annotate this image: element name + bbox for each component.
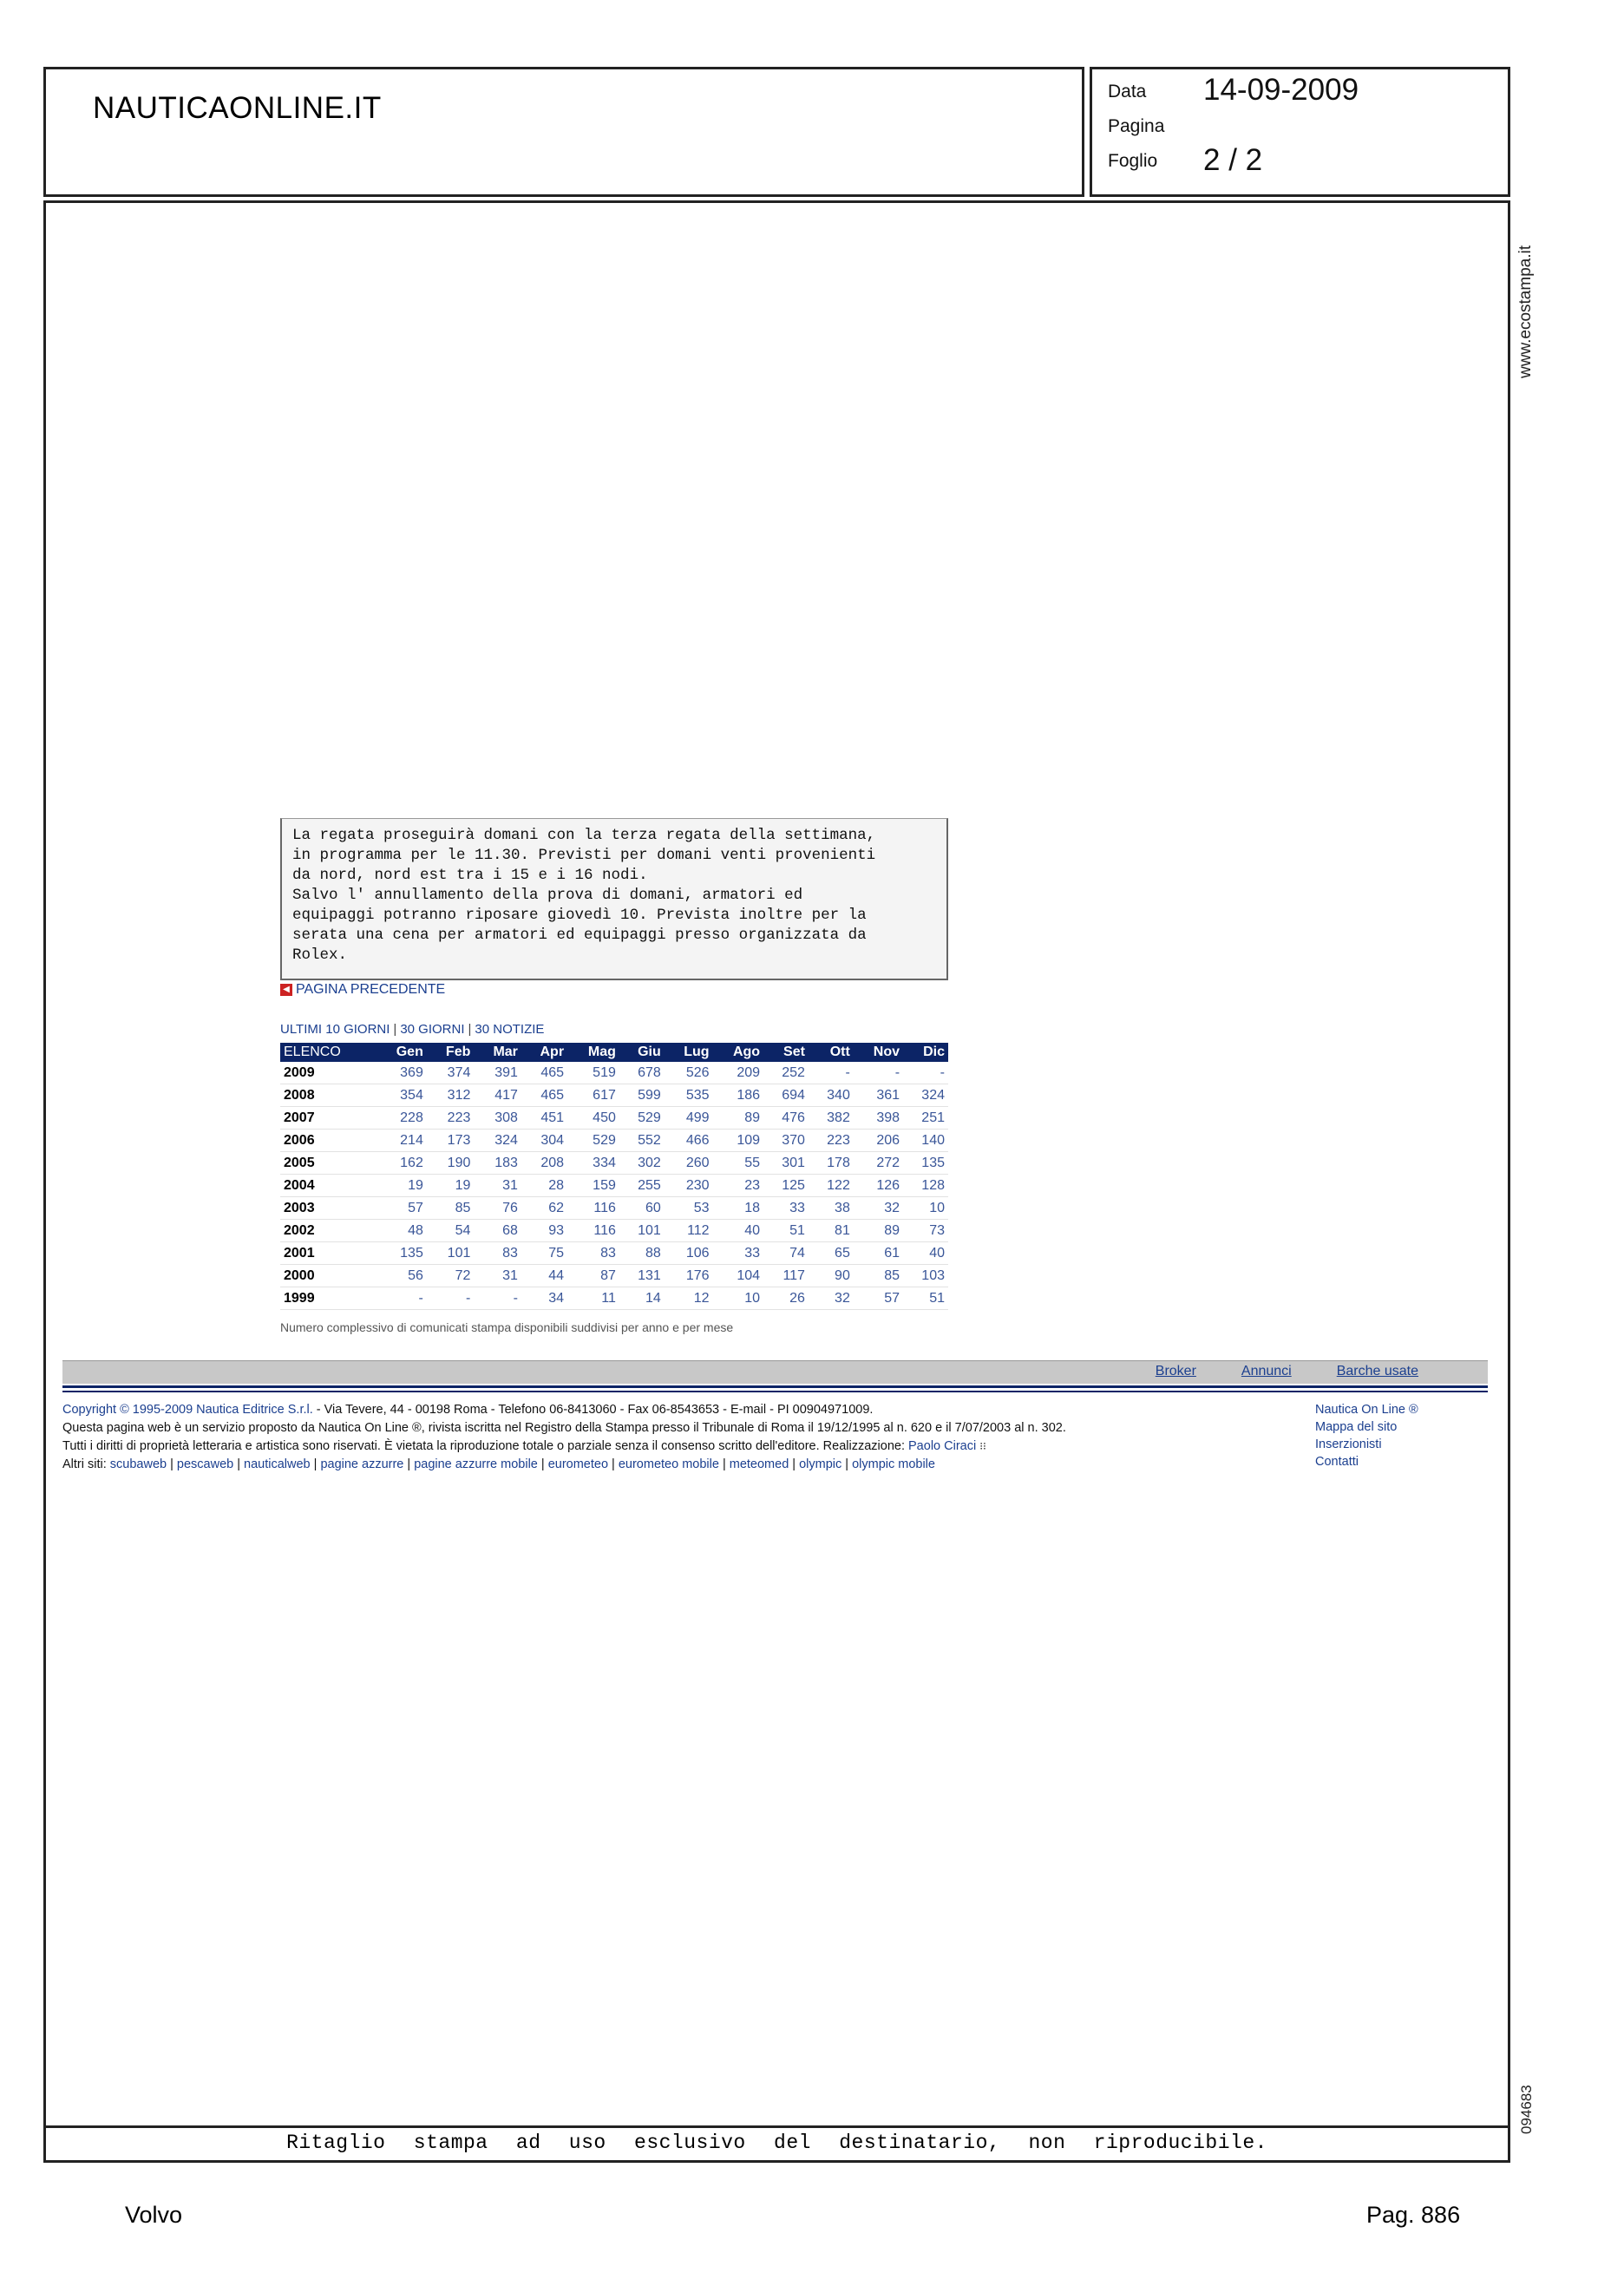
count-cell[interactable]: 450 (567, 1107, 619, 1130)
count-cell[interactable]: 88 (619, 1242, 665, 1265)
column-header: Giu (619, 1043, 665, 1062)
count-cell[interactable]: 85 (427, 1197, 475, 1220)
count-cell[interactable]: 116 (567, 1220, 619, 1242)
count-cell[interactable]: 465 (521, 1062, 567, 1084)
count-cell[interactable]: 33 (763, 1197, 809, 1220)
count-cell[interactable]: 106 (665, 1242, 713, 1265)
other-sites-line (62, 1456, 1294, 1474)
other-site-link[interactable]: pescaweb (176, 1457, 234, 1471)
count-cell[interactable]: 230 (665, 1175, 713, 1197)
count-cell[interactable]: 32 (809, 1287, 854, 1310)
other-site-link[interactable]: meteomed (729, 1457, 789, 1471)
article-line: equipaggi potranno riposare giovedì 10. Prevista inoltre per la (292, 907, 867, 924)
count-cell[interactable]: 60 (619, 1197, 665, 1220)
column-header: Ott (809, 1043, 854, 1062)
count-cell[interactable]: 56 (376, 1265, 427, 1287)
count-cell[interactable]: 228 (376, 1107, 427, 1130)
count-cell[interactable]: 398 (854, 1107, 903, 1130)
count-cell[interactable]: 140 (903, 1130, 948, 1152)
copyright-prefix: Copyright © 1995-2009 (62, 1403, 197, 1417)
tab-separator: | (468, 1022, 472, 1037)
nav-link-annunci[interactable]: Annunci (1241, 1364, 1292, 1379)
column-header: Mag (567, 1043, 619, 1062)
sheet-value: 2 / 2 (1203, 143, 1263, 177)
link-separator: | (233, 1457, 245, 1471)
nav-link-barche-usate[interactable]: Barche usate (1336, 1364, 1418, 1379)
table-row (280, 1062, 948, 1084)
year-cell: 2006 (280, 1130, 376, 1152)
code-vertical: 094683 (1518, 2085, 1535, 2134)
copyright-block (62, 1401, 1294, 1474)
count-cell[interactable]: 125 (763, 1175, 809, 1197)
count-cell[interactable]: 417 (474, 1084, 521, 1107)
column-header: Lug (665, 1043, 713, 1062)
link-advertisers[interactable]: Inserzionisti (1315, 1437, 1382, 1451)
other-site-link[interactable]: scubaweb (109, 1457, 167, 1471)
site-nav-bar (62, 1360, 1488, 1384)
year-cell: 2008 (280, 1084, 376, 1107)
count-cell[interactable]: 312 (427, 1084, 475, 1107)
header-meta-box (1090, 67, 1510, 197)
footer-right-links (1315, 1401, 1418, 1470)
count-cell[interactable]: 255 (619, 1175, 665, 1197)
count-cell[interactable]: 251 (903, 1107, 948, 1130)
column-header: Apr (521, 1043, 567, 1062)
count-cell[interactable]: 370 (763, 1130, 809, 1152)
count-cell[interactable]: 87 (567, 1265, 619, 1287)
count-cell[interactable]: 369 (376, 1062, 427, 1084)
count-cell[interactable]: 131 (619, 1265, 665, 1287)
tab-last-10-days[interactable]: ULTIMI 10 GIORNI (280, 1022, 390, 1037)
count-cell[interactable]: 374 (427, 1062, 475, 1084)
count-cell[interactable]: 18 (713, 1197, 763, 1220)
count-cell[interactable]: 162 (376, 1152, 427, 1175)
count-cell[interactable]: 61 (854, 1242, 903, 1265)
tab-separator: | (393, 1022, 397, 1037)
footer-strip: Ritaglio stampa ad uso esclusivo del destinatario, non riproducibile. (46, 2125, 1508, 2160)
count-cell[interactable]: 31 (474, 1265, 521, 1287)
count-cell[interactable]: 83 (474, 1242, 521, 1265)
count-cell[interactable]: 519 (567, 1062, 619, 1084)
header-title-box (43, 67, 1084, 197)
count-cell[interactable]: 135 (903, 1152, 948, 1175)
other-sites-label: Altri siti: (62, 1457, 110, 1471)
link-contacts[interactable]: Contatti (1315, 1455, 1359, 1469)
count-cell[interactable]: 451 (521, 1107, 567, 1130)
count-cell[interactable]: 62 (521, 1197, 567, 1220)
client-name: Volvo (125, 2202, 183, 2228)
article-line: Salvo l' annullamento della prova di domani, armatori ed (292, 887, 803, 904)
count-cell[interactable]: 44 (521, 1265, 567, 1287)
count-cell[interactable]: 361 (854, 1084, 903, 1107)
count-cell[interactable]: 68 (474, 1220, 521, 1242)
count-cell[interactable]: 89 (854, 1220, 903, 1242)
count-cell[interactable]: - (376, 1287, 427, 1310)
other-site-link[interactable]: pagine azzurre mobile (414, 1457, 538, 1471)
count-cell[interactable]: 101 (619, 1220, 665, 1242)
count-cell[interactable]: 54 (427, 1220, 475, 1242)
count-cell[interactable]: 214 (376, 1130, 427, 1152)
count-cell[interactable]: 209 (713, 1062, 763, 1084)
count-cell[interactable]: 12 (665, 1287, 713, 1310)
table-row (280, 1130, 948, 1152)
link-separator: | (403, 1457, 415, 1471)
count-cell[interactable]: 552 (619, 1130, 665, 1152)
previous-page-label: PAGINA PRECEDENTE (296, 982, 446, 997)
sheet-label: Foglio (1108, 151, 1158, 171)
table-header-row (280, 1043, 948, 1062)
link-separator: | (608, 1457, 619, 1471)
rights-text: Tutti i diritti di proprietà letteraria e artistica sono riservati. È vietata la riproduzione totale o parziale senza il consenso scritto dell'editore. Realizzazione: (62, 1439, 909, 1453)
count-cell[interactable]: 617 (567, 1084, 619, 1107)
copyright-line-1 (62, 1401, 1294, 1419)
count-cell[interactable]: 93 (521, 1220, 567, 1242)
count-cell[interactable]: 28 (521, 1175, 567, 1197)
count-cell[interactable]: 324 (474, 1130, 521, 1152)
count-cell[interactable]: 81 (809, 1220, 854, 1242)
divider (62, 1385, 1488, 1388)
count-cell[interactable]: 90 (809, 1265, 854, 1287)
count-cell[interactable]: 72 (427, 1265, 475, 1287)
year-cell: 2002 (280, 1220, 376, 1242)
count-cell[interactable]: 334 (567, 1152, 619, 1175)
other-site-link[interactable]: eurometeo (547, 1457, 609, 1471)
author-link[interactable]: Paolo Ciraci (908, 1439, 977, 1453)
count-cell[interactable]: 308 (474, 1107, 521, 1130)
count-cell[interactable]: 48 (376, 1220, 427, 1242)
count-cell[interactable]: 31 (474, 1175, 521, 1197)
count-cell[interactable]: 252 (763, 1062, 809, 1084)
count-cell[interactable]: 11 (567, 1287, 619, 1310)
count-cell[interactable]: 122 (809, 1175, 854, 1197)
count-cell[interactable]: 65 (809, 1242, 854, 1265)
count-cell[interactable]: 116 (567, 1197, 619, 1220)
site-title: NAUTICAONLINE.IT (93, 91, 382, 125)
count-cell[interactable]: 40 (713, 1220, 763, 1242)
column-header: Feb (427, 1043, 475, 1062)
count-cell[interactable]: 529 (567, 1130, 619, 1152)
count-cell[interactable]: - (474, 1287, 521, 1310)
other-site-link[interactable]: pagine azzurre (320, 1457, 404, 1471)
count-cell[interactable]: 499 (665, 1107, 713, 1130)
count-cell[interactable]: 599 (619, 1084, 665, 1107)
article-line: da nord, nord est tra i 15 e i 16 nodi. (292, 867, 648, 884)
table-row (280, 1107, 948, 1130)
column-header: ELENCO (280, 1043, 376, 1062)
count-cell[interactable]: 101 (427, 1242, 475, 1265)
date-value: 14-09-2009 (1203, 73, 1359, 107)
count-cell[interactable]: 159 (567, 1175, 619, 1197)
count-cell[interactable]: 324 (903, 1084, 948, 1107)
period-tabs (280, 1022, 544, 1037)
nav-link-broker[interactable]: Broker (1155, 1364, 1196, 1379)
count-cell[interactable]: - (809, 1062, 854, 1084)
article-line: serata una cena per armatori ed equipaggi presso organizzata da (292, 927, 867, 944)
count-cell[interactable]: 109 (713, 1130, 763, 1152)
count-cell[interactable]: 223 (427, 1107, 475, 1130)
count-cell[interactable]: 340 (809, 1084, 854, 1107)
count-cell[interactable]: 466 (665, 1130, 713, 1152)
count-cell[interactable]: 173 (427, 1130, 475, 1152)
company-link[interactable]: Nautica Editrice S.r.l. (196, 1403, 313, 1417)
link-nautica-online[interactable]: Nautica On Line ® (1315, 1403, 1418, 1417)
count-cell[interactable]: 183 (474, 1152, 521, 1175)
count-cell[interactable]: 10 (903, 1197, 948, 1220)
count-cell[interactable]: 57 (854, 1287, 903, 1310)
previous-page-link[interactable] (280, 982, 445, 998)
count-cell[interactable]: 694 (763, 1084, 809, 1107)
count-cell[interactable]: 135 (376, 1242, 427, 1265)
count-cell[interactable]: 208 (521, 1152, 567, 1175)
count-cell[interactable]: 40 (903, 1242, 948, 1265)
count-cell[interactable]: 74 (763, 1242, 809, 1265)
year-cell: 1999 (280, 1287, 376, 1310)
arrow-left-icon: ◀ (280, 984, 292, 996)
article-box (280, 818, 948, 980)
table-row (280, 1220, 948, 1242)
link-separator: | (537, 1457, 548, 1471)
column-header: Set (763, 1043, 809, 1062)
tab-30-news[interactable]: 30 NOTIZIE (475, 1022, 545, 1037)
count-cell[interactable]: 51 (903, 1287, 948, 1310)
count-cell[interactable]: 57 (376, 1197, 427, 1220)
count-cell[interactable]: 526 (665, 1062, 713, 1084)
link-separator: | (310, 1457, 321, 1471)
count-cell[interactable]: 14 (619, 1287, 665, 1310)
column-header: Mar (474, 1043, 521, 1062)
divider (62, 1391, 1488, 1392)
link-separator: | (718, 1457, 730, 1471)
count-cell[interactable]: 128 (903, 1175, 948, 1197)
count-cell[interactable]: - (854, 1062, 903, 1084)
count-cell[interactable]: 103 (903, 1265, 948, 1287)
count-cell[interactable]: 89 (713, 1107, 763, 1130)
count-cell[interactable]: 112 (665, 1220, 713, 1242)
count-cell[interactable]: 178 (809, 1152, 854, 1175)
date-label: Data (1108, 82, 1147, 102)
table-row (280, 1265, 948, 1287)
count-cell[interactable]: 302 (619, 1152, 665, 1175)
count-cell[interactable]: 34 (521, 1287, 567, 1310)
count-cell[interactable]: 190 (427, 1152, 475, 1175)
year-cell: 2005 (280, 1152, 376, 1175)
table-row (280, 1197, 948, 1220)
other-site-link[interactable]: eurometeo mobile (618, 1457, 719, 1471)
count-cell[interactable]: - (427, 1287, 475, 1310)
count-cell[interactable]: 83 (567, 1242, 619, 1265)
count-cell[interactable]: 260 (665, 1152, 713, 1175)
year-cell: 2000 (280, 1265, 376, 1287)
year-cell: 2003 (280, 1197, 376, 1220)
table-row (280, 1175, 948, 1197)
page-label: Pagina (1108, 116, 1165, 136)
count-cell[interactable]: 10 (713, 1287, 763, 1310)
count-cell[interactable]: - (903, 1062, 948, 1084)
count-cell[interactable]: 223 (809, 1130, 854, 1152)
count-cell[interactable]: 126 (854, 1175, 903, 1197)
page-number: Pag. 886 (1366, 2202, 1461, 2228)
link-site-map[interactable]: Mappa del sito (1315, 1420, 1398, 1434)
table-row (280, 1084, 948, 1107)
other-site-link[interactable]: nauticalweb (244, 1457, 311, 1471)
year-cell: 2009 (280, 1062, 376, 1084)
count-cell[interactable]: 465 (521, 1084, 567, 1107)
other-site-link[interactable]: olympic (799, 1457, 842, 1471)
count-cell[interactable]: 272 (854, 1152, 903, 1175)
count-cell[interactable]: 76 (474, 1197, 521, 1220)
count-cell[interactable]: 117 (763, 1265, 809, 1287)
link-separator: | (841, 1457, 853, 1471)
column-header: Nov (854, 1043, 903, 1062)
year-cell: 2007 (280, 1107, 376, 1130)
column-header: Ago (713, 1043, 763, 1062)
count-cell[interactable]: 104 (713, 1265, 763, 1287)
count-cell[interactable]: 535 (665, 1084, 713, 1107)
link-separator: | (167, 1457, 177, 1471)
count-cell[interactable]: 73 (903, 1220, 948, 1242)
column-header: Dic (903, 1043, 948, 1062)
count-cell[interactable]: 186 (713, 1084, 763, 1107)
count-cell[interactable]: 382 (809, 1107, 854, 1130)
count-cell[interactable]: 55 (713, 1152, 763, 1175)
ecostampa-vertical: www.ecostampa.it (1516, 245, 1535, 378)
copyright-line-2: Questa pagina web è un servizio proposto da Nautica On Line ®, rivista iscritta nel Registro della Stampa presso il Tribunale di Roma il 19/12/1995 al n. 620 e il 7/07/2003 al n. 302. (62, 1421, 1066, 1435)
count-cell[interactable]: 23 (713, 1175, 763, 1197)
year-cell: 2001 (280, 1242, 376, 1265)
company-address: - Via Tevere, 44 - 00198 Roma - Telefono 06-8413060 - Fax 06-8543653 - E-mail - PI 00904971009. (312, 1403, 874, 1417)
article-line: La regata proseguirà domani con la terza regata della settimana, (292, 827, 876, 844)
count-cell[interactable]: 33 (713, 1242, 763, 1265)
grid-icon: ⁝⁝ (979, 1440, 986, 1452)
count-cell[interactable]: 206 (854, 1130, 903, 1152)
count-cell[interactable]: 301 (763, 1152, 809, 1175)
count-cell[interactable]: 529 (619, 1107, 665, 1130)
table-row (280, 1152, 948, 1175)
year-cell: 2004 (280, 1175, 376, 1197)
count-cell[interactable]: 75 (521, 1242, 567, 1265)
count-cell[interactable]: 26 (763, 1287, 809, 1310)
count-cell[interactable]: 354 (376, 1084, 427, 1107)
count-cell[interactable]: 391 (474, 1062, 521, 1084)
count-cell[interactable]: 304 (521, 1130, 567, 1152)
table-row (280, 1242, 948, 1265)
count-cell[interactable]: 85 (854, 1265, 903, 1287)
count-cell[interactable]: 38 (809, 1197, 854, 1220)
count-cell[interactable]: 19 (376, 1175, 427, 1197)
table-note: Numero complessivo di comunicati stampa disponibili suddivisi per anno e per mese (280, 1320, 734, 1334)
count-cell[interactable]: 51 (763, 1220, 809, 1242)
count-cell[interactable]: 19 (427, 1175, 475, 1197)
count-cell[interactable]: 32 (854, 1197, 903, 1220)
link-separator: | (789, 1457, 800, 1471)
copyright-line-3 (62, 1437, 1294, 1456)
count-cell[interactable]: 678 (619, 1062, 665, 1084)
count-cell[interactable]: 176 (665, 1265, 713, 1287)
table-row (280, 1287, 948, 1310)
other-site-link[interactable]: olympic mobile (852, 1457, 935, 1471)
tab-30-days[interactable]: 30 GIORNI (400, 1022, 465, 1037)
article-line: Rolex. (292, 946, 348, 964)
count-cell[interactable]: 476 (763, 1107, 809, 1130)
count-cell[interactable]: 53 (665, 1197, 713, 1220)
column-header: Gen (376, 1043, 427, 1062)
article-line: in programma per le 11.30. Previsti per domani venti provenienti (292, 847, 876, 864)
press-release-stats-table (280, 1043, 948, 1310)
